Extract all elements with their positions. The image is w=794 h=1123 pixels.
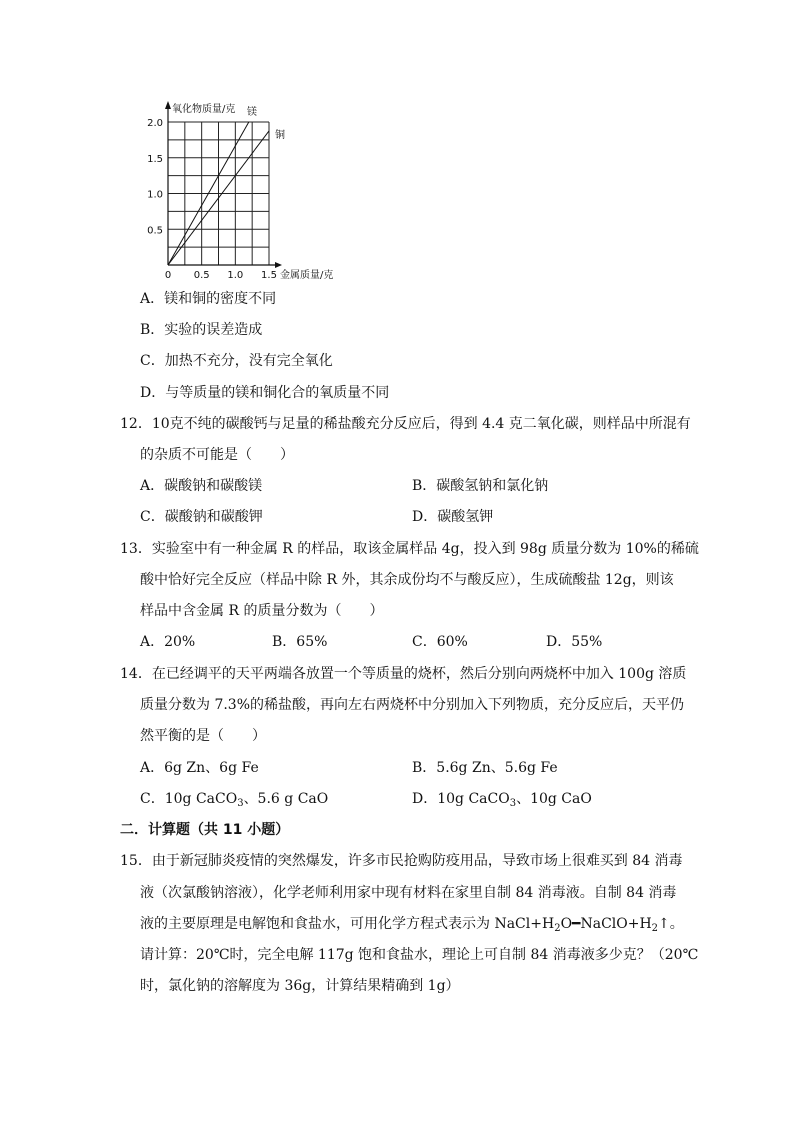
chart-axes (165, 101, 282, 268)
section-heading-calculation: 二．计算题（共 11 小题） (120, 822, 290, 838)
y-tick-label: 2.0 (147, 118, 163, 129)
q14-stem-line1: 14．在已经调平的天平两端各放置一个等质量的烧杯，然后分别向两烧杯中加入 100g 溶质 (120, 666, 687, 682)
q12-option-a: A．碳酸钠和碳酸镁 (140, 478, 263, 494)
q13-stem-line3: 样品中含金属 R 的质量分数为（ ） (140, 603, 384, 619)
q14-option-d: D．10g CaCO$_3$、10g CaO (412, 791, 592, 809)
q14-stem-line3: 然平衡的是（ ） (140, 728, 266, 744)
y-axis-label: 氧化物质量/克 (172, 104, 236, 115)
q13-option-b: B．65% (272, 634, 328, 650)
q14-option-b: B．5.6g Zn、5.6g Fe (412, 760, 558, 776)
q12-stem-line1: 12．10克不纯的碳酸钙与足量的稀盐酸充分反应后，得到 4.4 克二氧化碳，则样品中所混有 (120, 416, 691, 432)
q11-option-a: A．镁和铜的密度不同 (140, 291, 277, 307)
q12-stem-line2: 的杂质不可能是（ ） (140, 447, 294, 463)
q15-stem-line4: 请计算：20℃时，完全电解 117g 饱和食盐水，理论上可自制 84 消毒液多少克？（20℃ (140, 947, 699, 963)
q13-option-d: D．55% (546, 634, 603, 650)
q14-option-a: A．6g Zn、6g Fe (140, 760, 259, 776)
q15-stem-line5: 时，氯化钠的溶解度为 36g，计算结果精确到 1g） (140, 978, 460, 994)
y-tick-label: 0.5 (147, 225, 163, 237)
x-tick-label: 0 (164, 270, 172, 281)
series-label-copper: 铜 (275, 130, 285, 141)
q12-option-d: D．碳酸氢钾 (412, 509, 494, 525)
q11-option-b: B．实验的误差造成 (140, 322, 263, 338)
x-tick-label: 0.5 (193, 270, 210, 281)
chart-grid (168, 122, 269, 265)
q11-option-c: C．加热不充分，没有完全氧化 (140, 353, 333, 369)
q12-option-b: B．碳酸氢钠和氯化钠 (412, 478, 549, 494)
x-tick-label: 1.5 (261, 270, 277, 281)
q15-stem-line3: 液的主要原理是电解饱和食盐水，可用化学方程式表示为 $NaCl+H_2O━NaClO+H_2↑$。 (140, 916, 684, 934)
chart-labels (147, 102, 333, 281)
q15-stem-line2: 液（次氯酸钠溶液），化学老师利用家中现有材料在家里自制 84 消毒液。自制 84 消毒 (140, 885, 677, 901)
y-axis-arrow (165, 101, 171, 109)
x-axis-arrow (275, 262, 282, 268)
y-tick-label: 1.0 (147, 189, 163, 201)
q14-option-c: C．10g CaCO$_3$、5.6 g CaO (140, 791, 329, 809)
q13-stem-line2: 酸中恰好完全反应（样品中除 R 外，其余成份均不与酸反应），生成硫酸盐 12g，则该 (140, 572, 674, 588)
q13-stem-line1: 13．实验室中有一种金属 R 的样品，取该金属样品 4g，投入到 98g 质量分数为 10%的稀硫 (120, 541, 699, 557)
x-tick-label: 1.0 (227, 270, 244, 281)
oxide-mass-chart (130, 92, 360, 284)
q14-stem-line2: 质量分数为 7.3%的稀盐酸，再向左右两烧杯中分别加入下列物质，充分反应后，天平仍 (140, 697, 685, 713)
q11-option-d: D．与等质量的镁和铜化合的氧质量不同 (140, 385, 390, 401)
x-axis-label: 金属质量/克 (280, 270, 334, 281)
q13-option-a: A．20% (140, 634, 196, 650)
series-label-magnesium: 镁 (247, 107, 257, 118)
q12-option-c: C．碳酸钠和碳酸钾 (140, 509, 263, 525)
q15-stem-line1: 15．由于新冠肺炎疫情的突然爆发，许多市民抢购防疫用品，导致市场上很难买到 84 消毒 (120, 853, 683, 869)
y-tick-label: 1.5 (147, 153, 163, 165)
q13-option-c: C．60% (412, 634, 468, 650)
